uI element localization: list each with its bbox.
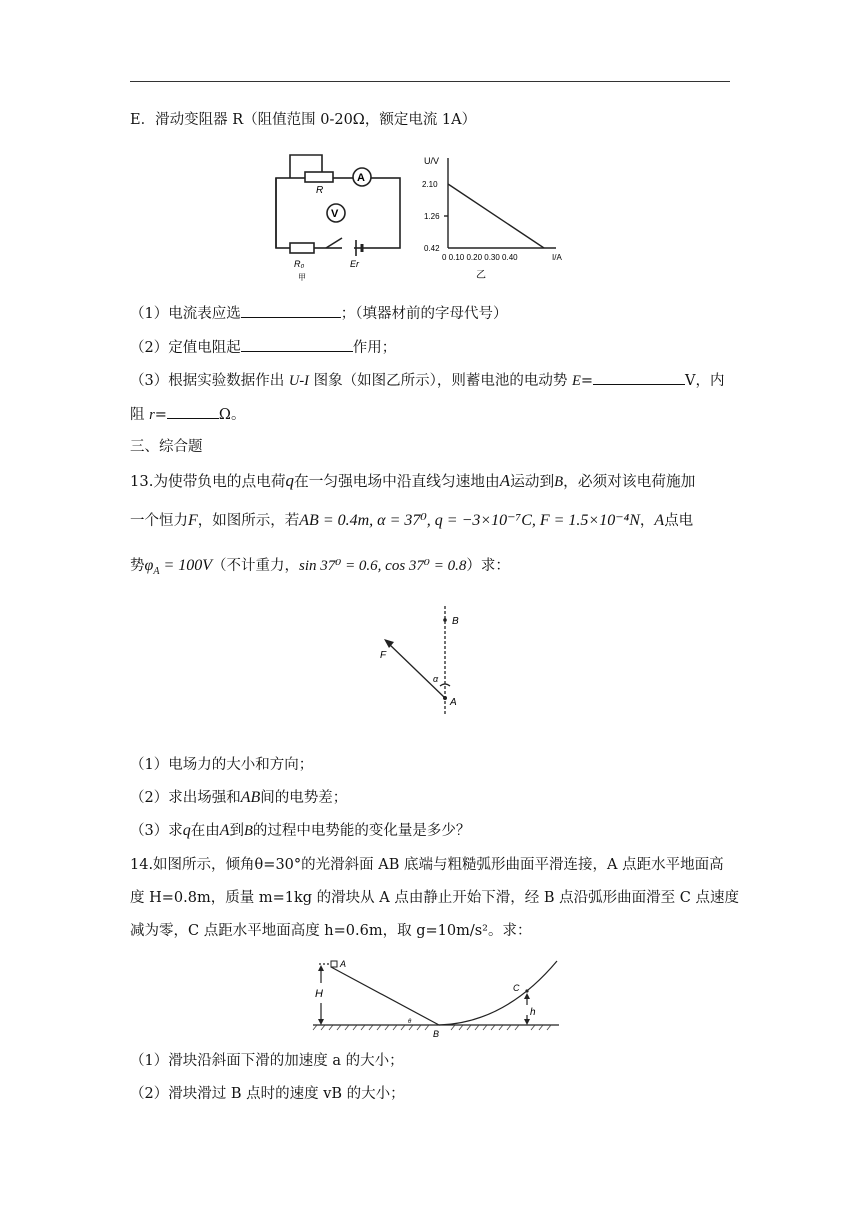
answer-blank-1[interactable]	[241, 303, 341, 318]
q12-sub2: （2）定值电阻起 作用；	[130, 337, 396, 358]
item-e: E．滑动变阻器 R（阻值范围 0-20Ω，额定电流 1A）	[130, 112, 477, 128]
y-tick-2-10: 2.10	[422, 180, 438, 189]
slope-diagram	[305, 955, 565, 1045]
er-label: Er	[350, 259, 359, 269]
x-axis-label: I/A	[552, 253, 562, 262]
q14-sub1: （1）滑块沿斜面下滑的加速度 a 的大小；	[130, 1053, 404, 1069]
q13-sub1: （1）电场力的大小和方向；	[130, 757, 314, 773]
r0-label: R₀	[294, 259, 305, 269]
q13-line2: 一个恒力F，如图所示，若AB = 0.4m, α = 37⁰, q = −3×10⁻⁷C, F = 1.5×10⁻⁴N，A点电	[130, 512, 694, 529]
ui-data-line	[448, 184, 544, 248]
q13-sub3: （3）求q在由A到B的过程中电势能的变化量是多少？	[130, 822, 471, 839]
q13-sub2: （2）求出场强和AB间的电势差；	[130, 789, 348, 806]
height-small-h-label: h	[530, 1007, 536, 1018]
figure-jia-label: 甲	[298, 273, 306, 282]
voltmeter-label: V	[331, 208, 339, 220]
q14-line2: 度 H=0.8m，质量 m=1kg 的滑块从 A 点由静止开始下滑，经 B 点沿弧形曲面滑至 C 点速度	[130, 890, 739, 906]
figure-yi-label: 乙	[476, 270, 486, 281]
answer-blank-2[interactable]	[241, 337, 353, 352]
q12-sub1: （1）电流表应选 ；（填器材前的字母代号）	[130, 303, 507, 324]
height-h-label: H	[315, 988, 323, 1000]
point-a-label: A	[340, 959, 347, 969]
ammeter-label: A	[357, 172, 365, 184]
y-tick-0-42: 0.42	[424, 244, 440, 253]
force-f-label: F	[380, 650, 387, 661]
point-b-label: B	[452, 616, 459, 627]
y-tick-1-26: 1.26	[424, 212, 440, 221]
point-a-label: A	[450, 697, 457, 708]
point-b-label: B	[433, 1029, 440, 1039]
circuit-diagram	[270, 150, 415, 285]
q13-line3: 势$\varphi_A = 100V$（不计重力，sin 37⁰ = 0.6, cos 37⁰ = 0.8）求：	[130, 557, 510, 577]
x-ticks: 0 0.10 0.20 0.30 0.40	[442, 253, 518, 262]
q14-line3: 减为零，C 点距水平地面高度 h=0.6m，取 g=10m/s²。求：	[130, 923, 532, 939]
ui-graph	[420, 150, 570, 285]
answer-blank-emf[interactable]	[593, 370, 685, 385]
alpha-angle-label: α	[433, 674, 439, 684]
q12-sub3: （3）根据实验数据作出 U-I 图象（如图乙所示），则蓄电池的电动势 E= V，内	[130, 370, 724, 391]
force-diagram	[370, 598, 480, 723]
rheostat-label: R	[316, 185, 324, 196]
q14-line1: 14.如图所示，倾角θ=30°的光滑斜面 AB 底端与粗糙弧形曲面平滑连接，A 点距水平地面高	[130, 857, 724, 873]
header-rule	[130, 81, 730, 82]
theta-angle-label: θ	[408, 1019, 412, 1025]
q13-line1: 13.为使带负电的点电荷q在一匀强电场中沿直线匀速地由A运动到B，必须对该电荷施加	[130, 471, 696, 490]
q14-sub2: （2）滑块滑过 B 点时的速度 vB 的大小；	[130, 1086, 405, 1102]
section-3-heading: 三、综合题	[130, 439, 203, 455]
y-axis-label: U/V	[424, 156, 440, 166]
answer-blank-resistance[interactable]	[167, 404, 219, 419]
q12-sub3-cont: 阻 r= Ω。	[130, 404, 245, 425]
point-c-label: C	[513, 983, 520, 993]
